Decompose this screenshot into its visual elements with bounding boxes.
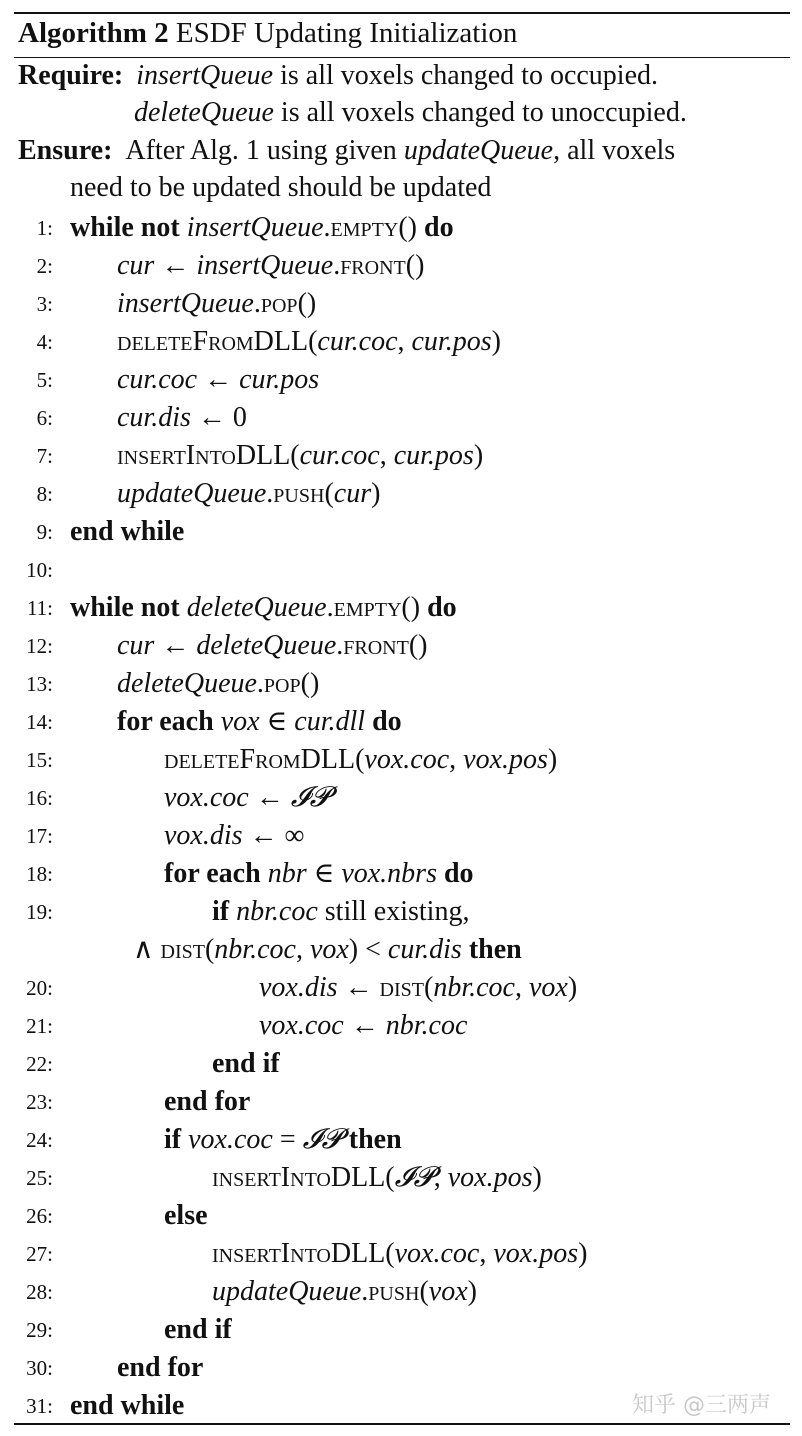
procedure-name: push	[273, 478, 325, 509]
line-number: 30:	[26, 1356, 53, 1380]
line-code	[212, 894, 469, 930]
procedure-name: insertIntoDLL	[212, 1162, 386, 1193]
variable: vox.coc	[259, 1010, 344, 1041]
line-code	[117, 1350, 203, 1386]
keyword: while not	[70, 592, 180, 623]
line-number: 21:	[26, 1014, 53, 1038]
line-code	[164, 1084, 250, 1120]
line-number: 9:	[36, 520, 53, 544]
line-number: 8:	[36, 482, 53, 506]
code-text: )	[467, 1276, 477, 1307]
code-text: ←	[248, 782, 291, 813]
code-text	[180, 592, 187, 623]
code-text: ,	[433, 1162, 448, 1193]
code-text: )	[567, 972, 578, 1003]
procedure-name: dist	[160, 934, 205, 965]
variable: nbr	[267, 858, 307, 889]
line-number: 10:	[26, 558, 53, 582]
code-text: (	[355, 744, 365, 775]
variable: cur.dis	[117, 402, 191, 433]
line-code	[117, 362, 319, 398]
variable: nbr.coc	[385, 1010, 468, 1041]
procedure-name: push	[368, 1276, 420, 1307]
code-text: .	[323, 212, 331, 243]
procedure-name: front	[340, 250, 406, 281]
line-number: 27:	[26, 1242, 53, 1266]
code-text	[462, 934, 469, 965]
procedure-name: insertIntoDLL	[212, 1238, 386, 1269]
line-number: 19:	[26, 900, 53, 924]
variable: cur.coc	[317, 326, 398, 357]
keyword: while not	[70, 212, 180, 243]
line-code	[259, 1008, 467, 1044]
code-text: .	[253, 288, 261, 319]
require-label: Require:	[18, 60, 124, 91]
code-text: (	[324, 478, 334, 509]
variable: cur.coc	[299, 440, 380, 471]
code-text: ()	[297, 288, 317, 319]
line-code	[117, 628, 427, 664]
code-text: ,	[479, 1238, 494, 1269]
variable: 𝓘𝓟	[290, 782, 330, 813]
procedure-name: empty	[330, 212, 399, 243]
line-code	[164, 742, 557, 778]
code-text: ∈	[259, 706, 295, 737]
code-text	[365, 706, 372, 737]
line-number: 20:	[26, 976, 53, 1000]
variable: vox	[220, 706, 260, 737]
code-text: ()	[405, 250, 425, 281]
code-text	[214, 706, 221, 737]
code-text: ←	[197, 364, 240, 395]
code-text	[437, 858, 444, 889]
line-number: 31:	[26, 1394, 53, 1418]
line-code	[117, 476, 380, 512]
line-number: 16:	[26, 786, 53, 810]
keyword: end if	[164, 1314, 232, 1345]
require-text-1: is all voxels changed to occupied.	[273, 60, 658, 91]
variable: vox.dis	[259, 972, 338, 1003]
code-text: (	[423, 972, 434, 1003]
line-number: 23:	[26, 1090, 53, 1114]
line-code	[212, 1236, 587, 1272]
procedure-name: empty	[333, 592, 402, 623]
line-code	[164, 1312, 232, 1348]
variable: cur.pos	[393, 440, 474, 471]
line-code	[164, 1122, 402, 1158]
code-text: ∈	[306, 858, 342, 889]
variable: nbr.coc	[214, 934, 296, 965]
line-code	[164, 780, 330, 816]
code-text: )	[578, 1238, 588, 1269]
algorithm-title: ESDF Updating Initialization	[175, 17, 518, 49]
ensure-text-2: need to be updated should be updated	[70, 172, 492, 203]
line-number: 4:	[36, 330, 53, 354]
keyword: for each	[117, 706, 214, 737]
variable: cur.dll	[294, 706, 366, 737]
variable: insertQueue	[117, 288, 254, 319]
code-text: still existing,	[317, 896, 470, 927]
code-text: (	[419, 1276, 429, 1307]
procedure-name: front	[343, 630, 409, 661]
code-text	[261, 858, 268, 889]
code-text: )	[532, 1162, 542, 1193]
code-text: ,	[379, 440, 394, 471]
line-code	[117, 248, 424, 284]
variable: updateQueue	[117, 478, 267, 509]
line-code	[70, 514, 184, 550]
code-text: (	[385, 1238, 395, 1269]
variable: cur	[333, 478, 372, 509]
keyword: if	[212, 896, 230, 927]
line-code	[117, 438, 483, 474]
variable: vox.coc	[364, 744, 450, 775]
line-code	[117, 666, 319, 702]
keyword: do	[443, 858, 474, 889]
code-text: .	[361, 1276, 369, 1307]
keyword: then	[348, 1124, 402, 1155]
procedure-name: deleteFromDLL	[117, 326, 309, 357]
line-code	[259, 970, 577, 1006]
keyword: do	[427, 592, 457, 623]
line-number: 6:	[36, 406, 53, 430]
require-text-2: is all voxels changed to unoccupied.	[273, 97, 687, 128]
require-var-2: deleteQueue	[134, 97, 274, 128]
line-number: 17:	[26, 824, 53, 848]
variable: deleteQueue	[186, 592, 327, 623]
code-text: (	[308, 326, 318, 357]
variable: vox	[309, 934, 349, 965]
title-rule	[14, 57, 790, 58]
variable: cur.pos	[411, 326, 492, 357]
code-text: .	[256, 668, 264, 699]
algorithm-label: Algorithm 2	[18, 17, 169, 49]
line-number: 7:	[36, 444, 53, 468]
keyword: end if	[212, 1048, 280, 1079]
line-number: 5:	[36, 368, 53, 392]
variable: vox.coc	[188, 1124, 273, 1155]
line-code	[117, 400, 247, 436]
keyword: for each	[164, 858, 261, 889]
variable: cur.dis	[387, 934, 462, 965]
line-code	[70, 590, 457, 626]
procedure-name: insertIntoDLL	[117, 440, 291, 471]
ensure-line-1	[18, 135, 675, 167]
keyword: end for	[164, 1086, 251, 1117]
require-line-2	[134, 97, 687, 129]
variable: insertQueue	[186, 212, 324, 243]
code-text: ←	[337, 972, 380, 1003]
variable: deleteQueue	[196, 630, 337, 661]
variable: deleteQueue	[117, 668, 257, 699]
line-number: 3:	[36, 292, 53, 316]
variable: vox.nbrs	[341, 858, 437, 889]
line-code	[164, 1198, 208, 1234]
variable: vox.coc	[164, 782, 249, 813]
code-text: .	[326, 592, 334, 623]
variable: vox.pos	[447, 1162, 533, 1193]
line-code	[70, 1388, 184, 1424]
procedure-name: deleteFromDLL	[164, 744, 356, 775]
procedure-name: dist	[379, 972, 424, 1003]
code-text: .	[266, 478, 274, 509]
line-code	[212, 1160, 542, 1196]
ensure-post: , all voxels	[553, 135, 676, 166]
require-line-1	[18, 60, 658, 92]
variable: updateQueue	[212, 1276, 362, 1307]
variable: cur	[117, 630, 155, 661]
algorithm-caption	[18, 17, 517, 50]
line-code	[117, 704, 402, 740]
line-number: 18:	[26, 862, 53, 886]
code-text: (	[204, 934, 215, 965]
code-text: ,	[397, 326, 412, 357]
line-code	[164, 818, 305, 854]
line-number: 12:	[26, 634, 53, 658]
line-code	[212, 1274, 477, 1310]
keyword: end while	[70, 1390, 185, 1421]
code-text: ←	[154, 630, 197, 661]
code-text: ()	[401, 592, 428, 623]
ensure-label: Ensure:	[18, 135, 113, 166]
procedure-name: pop	[263, 668, 301, 699]
variable: insertQueue	[196, 250, 334, 281]
variable: 𝓘𝓟	[302, 1124, 342, 1155]
variable: vox	[428, 1276, 468, 1307]
line-code	[117, 324, 501, 360]
code-text: .	[336, 630, 344, 661]
line-number: 13:	[26, 672, 53, 696]
code-text: ()	[398, 212, 424, 243]
code-text: )	[491, 326, 501, 357]
code-text: .	[333, 250, 341, 281]
require-var-1: insertQueue	[136, 60, 274, 91]
line-number: 14:	[26, 710, 53, 734]
procedure-name: pop	[260, 288, 298, 319]
code-text: (	[290, 440, 300, 471]
code-text: ,	[514, 972, 529, 1003]
code-text: ∧	[133, 934, 161, 965]
variable: cur	[117, 250, 155, 281]
watermark: 知乎 @三两声	[632, 1393, 771, 1418]
code-text	[180, 212, 187, 243]
line-number: 29:	[26, 1318, 53, 1342]
ensure-line-2	[70, 172, 491, 204]
code-text: )	[473, 440, 484, 471]
variable: nbr.coc	[236, 896, 318, 927]
top-rule	[14, 12, 790, 14]
keyword: then	[468, 934, 522, 965]
variable: vox.dis	[164, 820, 243, 851]
variable: cur.pos	[239, 364, 320, 395]
code-text: ←	[343, 1010, 386, 1041]
code-text: ← 0	[190, 402, 247, 433]
line-number: 2:	[36, 254, 53, 278]
line-number: 26:	[26, 1204, 53, 1228]
code-text: )	[371, 478, 381, 509]
code-text: (	[385, 1162, 395, 1193]
line-code	[70, 210, 454, 246]
line-code	[212, 1046, 280, 1082]
code-text: )	[547, 744, 558, 775]
keyword: do	[424, 212, 454, 243]
code-text: ) <	[348, 934, 388, 965]
keyword: end for	[117, 1352, 204, 1383]
code-text: ()	[300, 668, 320, 699]
line-code	[117, 286, 316, 322]
line-number: 22:	[26, 1052, 53, 1076]
code-text: ←	[154, 250, 197, 281]
line-number: 15:	[26, 748, 53, 772]
keyword: do	[372, 706, 402, 737]
line-number: 11:	[26, 596, 53, 620]
line-code	[164, 856, 474, 892]
code-text: =	[272, 1124, 303, 1155]
code-text	[342, 1124, 349, 1155]
line-number: 1:	[36, 216, 53, 240]
variable: vox.pos	[493, 1238, 579, 1269]
code-text: ,	[449, 744, 464, 775]
ensure-pre: After Alg. 1 using given	[125, 135, 404, 166]
variable: vox.pos	[463, 744, 548, 775]
line-code	[133, 932, 522, 968]
variable: cur.coc	[117, 364, 198, 395]
variable: 𝓘𝓟	[394, 1162, 434, 1193]
code-text: ()	[408, 630, 428, 661]
variable: nbr.coc	[433, 972, 515, 1003]
ensure-var: updateQueue	[403, 135, 554, 166]
keyword: else	[164, 1200, 208, 1231]
code-text: ← ∞	[242, 820, 305, 851]
variable: vox.coc	[394, 1238, 480, 1269]
keyword: end while	[70, 516, 185, 547]
keyword: if	[164, 1124, 182, 1155]
line-number: 28:	[26, 1280, 53, 1304]
variable: vox	[528, 972, 568, 1003]
code-text: ,	[295, 934, 310, 965]
line-number: 24:	[26, 1128, 53, 1152]
line-number: 25:	[26, 1166, 53, 1190]
